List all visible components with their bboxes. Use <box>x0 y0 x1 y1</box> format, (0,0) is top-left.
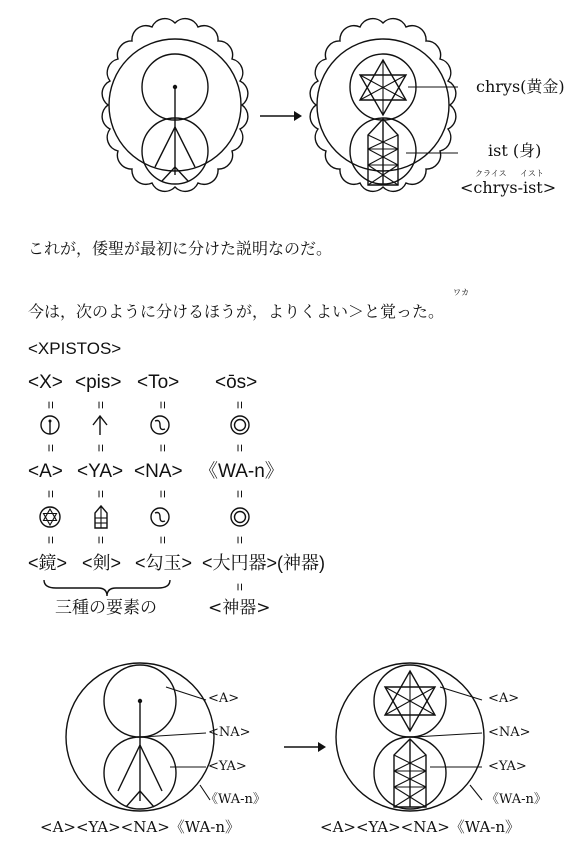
caption-left: <A><YA><NA>《WA-n》 <box>40 818 241 836</box>
spiral-circle-icon <box>148 413 172 437</box>
paragraph-2: 今は，次のように分けるほうが，よりくよい＞と覚った。 <box>28 302 445 321</box>
kanji-tsurugi: <剣> <box>82 553 122 573</box>
romaji-a: <A> <box>28 461 63 482</box>
greek-to: <To> <box>137 372 180 393</box>
heading-xpistos: <XPISTOS> <box>28 339 122 358</box>
ruby-ist: イスト <box>520 169 544 178</box>
paragraph-1: これが，倭聖が最初に分けた説明なのだ。 <box>28 239 333 258</box>
greek-os: <ōs> <box>215 372 258 393</box>
ruby-chrys: クライス <box>475 169 507 178</box>
equals-sign: = <box>93 443 110 453</box>
equals-sign: = <box>155 400 172 410</box>
equals-sign: = <box>155 489 172 499</box>
caption-right: <A><YA><NA>《WA-n》 <box>320 818 521 836</box>
equals-sign: = <box>232 582 249 592</box>
equals-sign: = <box>232 535 249 545</box>
equals-sign: = <box>93 489 110 499</box>
equals-sign: = <box>43 400 60 410</box>
double-circle-icon <box>228 413 252 437</box>
top-left-flower-diagram <box>100 15 250 205</box>
bl-label-wa-n: 《WA-n》 <box>205 792 266 807</box>
label-chrys-ist: <chrys-ist> <box>460 178 557 197</box>
shinki-label: <神器> <box>208 598 271 618</box>
brace-under <box>42 578 172 598</box>
label-ist: ist (身) <box>488 141 542 160</box>
equals-sign: = <box>232 443 249 453</box>
romaji-na: <NA> <box>134 461 183 482</box>
equals-sign: = <box>155 443 172 453</box>
romaji-ya: <YA> <box>77 461 124 482</box>
sword-icon <box>91 503 111 531</box>
romaji-wa-n: 《WA-n》 <box>199 461 284 482</box>
arrow-right-icon <box>282 740 330 754</box>
equals-sign: = <box>43 489 60 499</box>
arrow-up-icon <box>90 413 110 437</box>
equals-sign: = <box>232 400 249 410</box>
top-right-flower-diagram <box>308 15 458 205</box>
ruby-satotta: ワカ <box>453 288 469 297</box>
double-circle-icon <box>228 505 252 529</box>
kanji-daienki: <大円器>(神器) <box>202 553 326 573</box>
hexagram-circle-icon <box>37 504 63 530</box>
equals-sign: = <box>93 535 110 545</box>
br-label-a: <A> <box>488 691 520 706</box>
brace-label: 三種の要素の <box>55 598 157 618</box>
equals-sign: = <box>43 535 60 545</box>
kanji-kagami: <鏡> <box>28 553 68 573</box>
kanji-magatama: <勾玉> <box>135 553 193 573</box>
greek-x: <X> <box>28 372 63 393</box>
arrow-right-icon <box>258 109 306 123</box>
equals-sign: = <box>93 400 110 410</box>
bl-label-a: <A> <box>208 691 240 706</box>
greek-pis: <pis> <box>75 372 122 393</box>
br-label-ya: <YA> <box>488 759 527 774</box>
br-label-wa-n: 《WA-n》 <box>486 792 547 807</box>
bl-label-ya: <YA> <box>208 759 247 774</box>
label-chrys: chrys(黄金) <box>476 77 565 96</box>
spiral-circle-icon <box>148 505 172 529</box>
equals-sign: = <box>232 489 249 499</box>
equals-sign: = <box>43 443 60 453</box>
bl-label-na: <NA> <box>208 725 251 740</box>
br-label-na: <NA> <box>488 725 531 740</box>
equals-sign: = <box>155 535 172 545</box>
circle-dot-line-icon <box>38 413 62 437</box>
